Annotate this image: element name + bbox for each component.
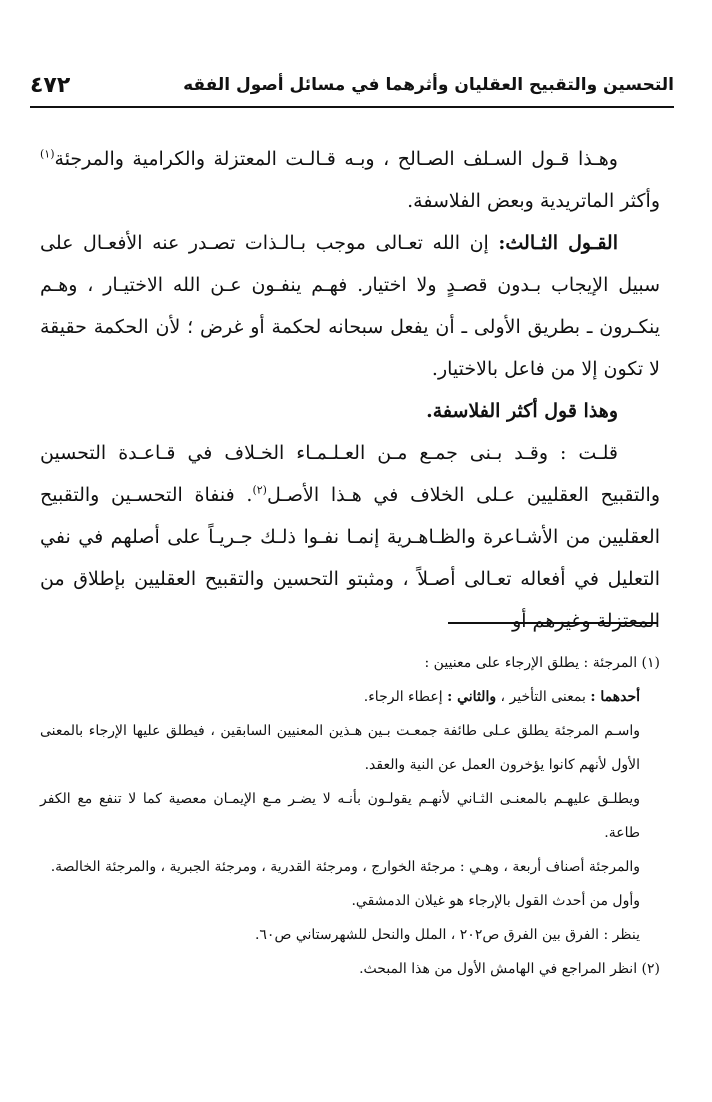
paragraph-1-text: وهـذا قـول السـلف الصـالح ، وبـه قـالـت المعتزلة والكرامية والمرجئة [54,148,618,170]
first-meaning-text: بمعنى التأخير ، [496,689,591,705]
paragraph-2 [40,222,660,390]
footnote-1-line-1 [40,680,660,714]
page-number: ٤٧٢ [30,72,71,98]
running-header [30,68,674,108]
footnote-ref-2: (٢) [252,483,267,497]
footnote-divider [448,622,658,624]
footnote-1-line-4: والمرجئة أصناف أربعة ، وهـي : مرجئة الخوارج ، ومرجئة القدرية ، ومرجئة الجبرية ، والمرجئة الخالصة. [50,859,640,875]
paragraph-4-text-b: . فنفاة التحسـين والتقبيح العقليين من الأشـاعرة والظـاهـرية إنمـا نفـوا ذلـك جـريـاً على أصلهم في نفي التعليل في أفعاله تعـالى أصـلاً ، ومثبتو التحسين والتقبيح العقليين بإطلاق من المعتزلة وغيرهم أو [40,484,660,632]
paragraph-4 [40,432,660,642]
second-meaning-label: والثاني : [447,689,497,705]
footnote-1-line-3: ويطلـق عليهـم بالمعنـى الثـاني لأنهـم يقولـون بأنـه لا يضـر مـع الإيمـان معصية كما لا تنفع مع الكفر طاعة. [40,791,640,841]
footnote-1-heading: (١) المرجئة : يطلق الإرجاء على معنيين : [424,655,660,671]
footnote-1-line-2: واسـم المرجئة يطلق عـلى طائفة جمعـت بـين هـذين المعنيين السابقين ، فيطلق عليها الإرجاء بالمعنى الأول لأنهم كانوا يؤخرون العمل عن النية والعقد. [40,723,640,773]
paragraph-1-rest: وأكثر الماتريدية وبعض الفلاسفة. [407,190,660,212]
paragraph-3: وهذا قول أكثر الفلاسفة. [426,400,618,422]
footnotes [40,646,660,986]
header-title: التحسين والتقبيح العقليان وأثرهما في مسائل أصول الفقه [183,75,674,95]
footnote-2: (٢) انظر المراجع في الهامش الأول من هذا المبحث. [359,961,660,977]
main-text [40,138,660,642]
footnote-ref-1: (١) [40,147,55,161]
paragraph-1 [40,138,660,222]
paragraph-4-text-a: قلـت : وقـد بـنى جمـع مـن العـلـمـاء الخـلاف في قـاعـدة التحسين والتقبيح العقليين عـلى الخلاف في هـذا الأصـل [40,442,660,506]
footnote-1-line-6: ينظر : الفرق بين الفرق ص٢٠٢ ، الملل والنحل للشهرستاني ص٦٠. [254,927,640,943]
footnote-1-line-5: وأول من أحدث القول بالإرجاء هو غيلان الدمشقي. [351,893,640,909]
second-meaning-text: إعطاء الرجاء. [363,689,448,705]
third-opinion-label: القـول الثـالث: [498,232,618,254]
paragraph-2-text: إن الله تعـالى موجب بـالـذات تصـدر عنه الأفعـال على سبيل الإيجاب بـدون قصـدٍ ولا اختيار. فهـم ينفـون عـن الله الاختيـار ، وهـم ينكـرون ـ بطريق الأولى ـ أن يفعل سبحانه لحكمة أو غرض ؛ لأن الحكمة حقيقة لا تكون إلا من فاعل بالاختيار. [40,232,660,380]
first-meaning-label: أحدهما : [590,689,640,705]
